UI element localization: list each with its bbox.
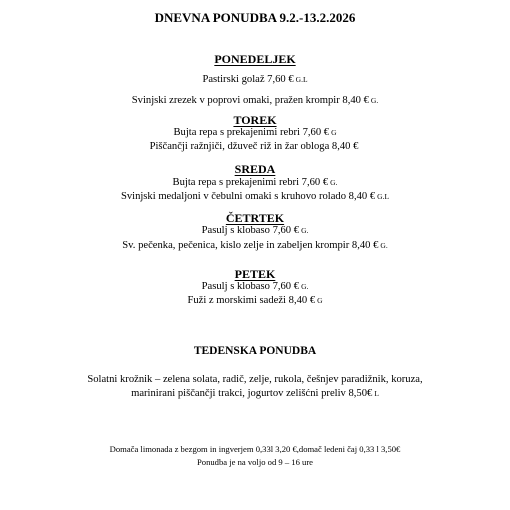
weekly-heading: TEDENSKA PONUDBA	[193, 345, 317, 357]
item-text: Pastirski golaž 7,60 €	[202, 74, 294, 85]
item-text: Pasulj s klobaso 7,60 €	[201, 225, 300, 236]
item-text: Bujta repa s prekajenimi rebri 7,60 €	[173, 127, 330, 138]
day-heading-monday: PONEDELJEK	[214, 52, 296, 66]
item-text: Svinjski zrezek v poprovi omaki, pražen krompir 8,40 €	[131, 95, 369, 106]
weekly-line-1: Solatni krožnik – zelena solata, radič, zelje, rukola, češnjev paradižnik, koruza,	[87, 374, 423, 385]
item-text: Pasulj s klobaso 7,60 €	[201, 281, 300, 292]
menu-item	[0, 241, 510, 252]
menu-item	[0, 192, 510, 203]
item-text: Sv. pečenka, pečenica, kislo zelje in zabeljen krompir 8,40 €	[122, 240, 379, 251]
allergen-tag: G.	[380, 241, 388, 250]
allergen-tag: G	[317, 296, 323, 305]
menu-item	[0, 296, 510, 307]
item-text: Fuži z morskimi sadeži 8,40 €	[187, 295, 316, 306]
item-text: Piščančji ražnjiči, džuveč riž in žar obloga 8,40 €	[149, 141, 359, 152]
menu-item	[0, 75, 510, 86]
footer-drinks: Domača limonada z bezgom in ingverjem 0,33l 3,20 €,domač ledeni čaj 0,33 l 3,50€	[109, 444, 401, 454]
item-text: Svinjski medaljoni v čebulni omaki s kruhovo rolado 8,40 €	[120, 191, 376, 202]
menu-item	[0, 226, 510, 237]
allergen-tag: G	[331, 128, 337, 137]
day-heading-tuesday: TOREK	[233, 113, 277, 127]
menu-item	[0, 142, 510, 153]
page-title: DNEVNA PONUDBA 9.2.-13.2.2026	[154, 10, 356, 25]
allergen-tag: G.	[330, 178, 338, 187]
allergen-tag: G.	[370, 96, 379, 105]
menu-item	[0, 128, 510, 139]
allergen-tag: G.	[301, 282, 309, 291]
weekly-line-2	[0, 389, 510, 400]
menu-item	[0, 178, 510, 189]
allergen-tag: G.	[301, 226, 309, 235]
weekly-line-2-text: marinirani piščančji trakci, jogurtov zelišćni preliv 8,50€	[131, 388, 373, 399]
day-heading-thursday: ČETRTEK	[225, 211, 285, 225]
footer-hours: Ponudba je na voljo od 9 – 16 ure	[197, 457, 313, 467]
menu-item	[0, 96, 510, 107]
menu-item	[0, 282, 510, 293]
day-heading-wednesday: SREDA	[234, 162, 276, 176]
item-text: Bujta repa s prekajenimi rebri 7,60 €	[172, 177, 329, 188]
allergen-tag: G.L	[377, 192, 390, 201]
allergen-tag: G.L	[295, 75, 308, 84]
day-heading-friday: PETEK	[234, 267, 276, 281]
allergen-tag: L	[374, 389, 379, 398]
